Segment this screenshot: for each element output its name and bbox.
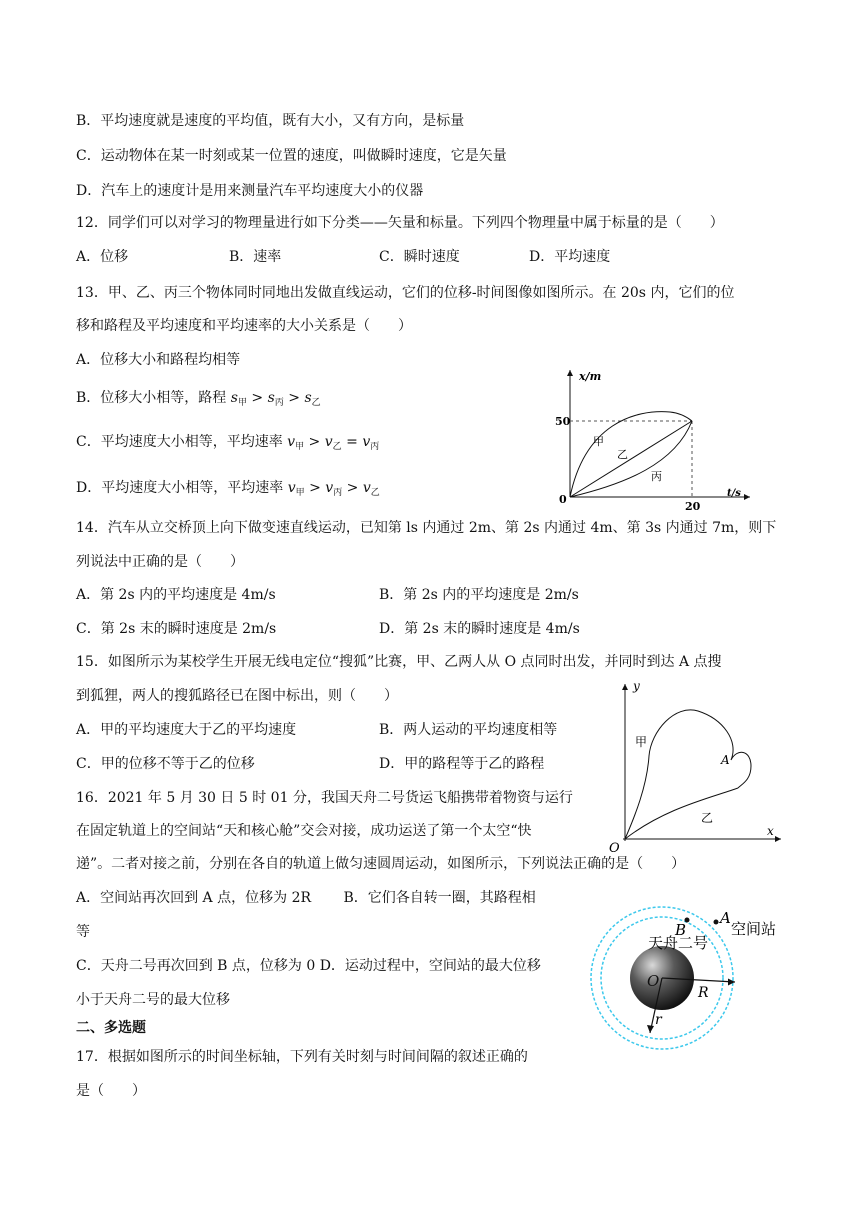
q12-option-c: C．瞬时速度 <box>379 249 460 265</box>
q15-stem-line2: 到狐狸，两人的搜狐路径已在图中标出，则（ ） <box>76 688 398 704</box>
q15-stem-line1: 15．如图所示为某校学生开展无线电定位“搜狐”比赛，甲、乙两人从 O 点同时出发，并同时到达 A 点搜 <box>76 654 722 670</box>
q15-option-c: C．甲的位移不等于乙的位移 <box>76 756 255 772</box>
q13-stem-line1: 13．甲、乙、丙三个物体同时同地出发做直线运动，它们的位移‑时间图像如图所示。在 20s 内，它们的位 <box>76 285 735 301</box>
q11-option-d: D．汽车上的速度计是用来测量汽车平均速度大小的仪器 <box>76 183 424 199</box>
center-label: O <box>647 972 660 990</box>
label-bing: 丙 <box>651 470 662 483</box>
q11-option-c: C．运动物体在某一时刻或某一位置的速度，叫做瞬时速度，它是矢量 <box>76 148 507 164</box>
label-jia: 甲 <box>635 735 648 749</box>
q15-option-a: A．甲的平均速度大于乙的平均速度 <box>76 722 297 738</box>
q14-option-d: D．第 2s 末的瞬时速度是 4m/s <box>379 621 580 637</box>
label-yi: 乙 <box>701 811 714 825</box>
q16-options-line4: 小于天舟二号的最大位移 <box>76 992 230 1008</box>
radius-r-label: r <box>655 1012 662 1028</box>
fox-hunt-figure <box>605 676 785 856</box>
q17-stem-line2: 是（ ） <box>76 1083 146 1099</box>
curve-jia <box>570 412 692 497</box>
point-a-label: A <box>721 753 730 767</box>
origin-label: O <box>609 841 620 856</box>
orbit-figure <box>580 886 810 1056</box>
x-axis-label: t/s <box>727 488 741 499</box>
q12-stem: 12．同学们可以对学习的物理量进行如下分类——矢量和标量。下列四个物理量中属于标量的是（ ） <box>76 215 724 231</box>
radius-R-label: R <box>698 985 709 1001</box>
tianzhou-label: 天舟二号 <box>648 934 709 952</box>
section-heading-multiple-choice: 二、多选题 <box>76 1020 146 1036</box>
y-axis-label: x/m <box>579 370 602 383</box>
q14-option-b: B．第 2s 内的平均速度是 2m/s <box>379 587 579 603</box>
q12-option-d: D．平均速度 <box>529 249 611 265</box>
path-jia <box>625 710 751 839</box>
q14-option-c: C．第 2s 末的瞬时速度是 2m/s <box>76 621 277 637</box>
q16-options-line3: C．天舟二号再次回到 B 点，位移为 0 D．运动过程中，空间站的最大位移 <box>76 958 541 974</box>
q16-stem-line1: 16．2021 年 5 月 30 日 5 时 01 分，我国天舟二号货运飞船携带着物资与运行 <box>76 790 573 806</box>
q13-option-b: B．位移大小相等，路程 $s_甲 > s_丙 > s_乙$ <box>76 390 321 408</box>
label-jia: 甲 <box>593 435 604 448</box>
q11-option-b: B．平均速度就是速度的平均值，既有大小，又有方向，是标量 <box>76 113 465 129</box>
q16-options-line2: 等 <box>76 924 90 940</box>
q15-option-b: B．两人运动的平均速度相等 <box>379 722 558 738</box>
q14-option-a: A．第 2s 内的平均速度是 4m/s <box>76 587 276 603</box>
q16-stem-line2: 在固定轨道上的空间站“天和核心舱”交会对接，成功运送了第一个太空“快 <box>76 823 532 839</box>
point-a <box>714 920 719 925</box>
label-yi: 乙 <box>617 448 628 461</box>
q12-option-b: B．速率 <box>229 249 282 265</box>
q13-option-d: D．平均速度大小相等，平均速率 $v_甲 > v_丙 > v_乙$ <box>76 480 380 498</box>
q13-stem-line2: 移和路程及平均速度和平均速率的大小关系是（ ） <box>76 318 412 334</box>
q13-option-c: C．平均速度大小相等，平均速率 $v_甲 > v_乙 = v_丙$ <box>76 434 380 452</box>
q17-stem-line1: 17．根据如图所示的时间坐标轴，下列有关时刻与时间间隔的叙述正确的 <box>76 1049 528 1065</box>
origin-label: 0 <box>559 493 567 506</box>
q14-stem-line2: 列说法中正确的是（ ） <box>76 554 244 570</box>
q12-option-a: A．位移 <box>76 249 129 265</box>
tick-20: 20 <box>685 500 701 513</box>
q15-option-d: D．甲的路程等于乙的路程 <box>379 756 545 772</box>
q16-options-line1: A．空间站再次回到 A 点，位移为 2R B．它们各自转一圈，其路程相 <box>76 890 536 906</box>
q14-stem-line1: 14．汽车从立交桥顶上向下做变速直线运动，已知第 ls 内通过 2m、第 2s 内通过 4m、第 3s 内通过 7m，则下 <box>76 520 777 536</box>
path-yi <box>625 788 738 839</box>
tick-50: 50 <box>555 415 571 428</box>
line-yi <box>570 421 692 497</box>
point-b-label: B <box>675 921 687 939</box>
q16-stem-line3: 递”。二者对接之前，分别在各自的轨道上做匀速圆周运动，如图所示，下列说法正确的是（ ） <box>76 856 686 872</box>
space-station-label: 空间站 <box>731 920 777 938</box>
point-a-label: A <box>720 909 731 927</box>
y-axis-label: y <box>633 679 640 693</box>
q13-option-a: A．位移大小和路程均相等 <box>76 352 241 368</box>
xt-graph-figure <box>555 364 755 514</box>
x-axis-label: x <box>767 824 774 838</box>
